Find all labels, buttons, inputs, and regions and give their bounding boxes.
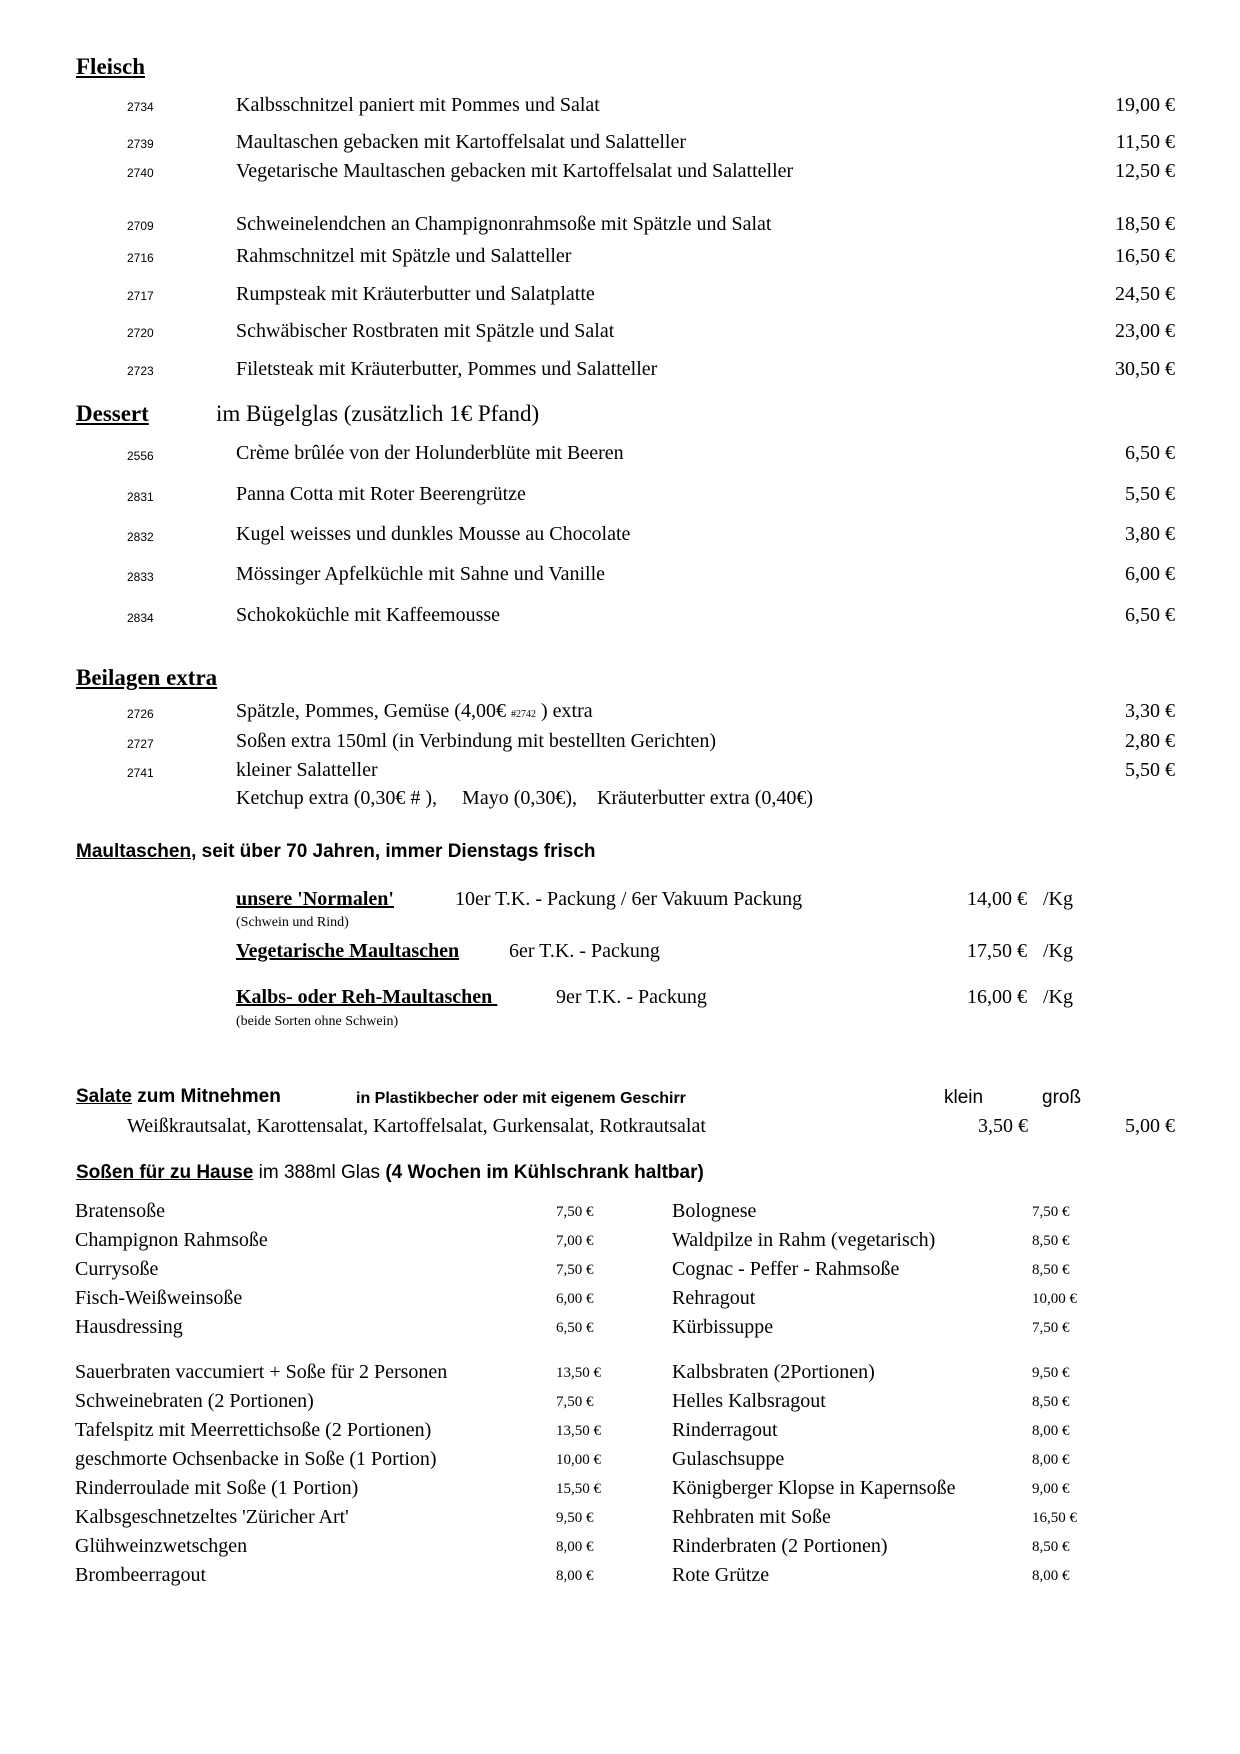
heading-rest: zum Mitnehmen (131, 1086, 281, 1107)
sauce-name: Königberger Klopse in Kapernsoße (672, 1477, 956, 1499)
heading-underlined: Salate (76, 1086, 132, 1107)
sauce-name: Kalbsgeschnetzeltes 'Züricher Art' (75, 1506, 349, 1528)
sauce-name: Rehragout (672, 1287, 756, 1309)
sauce-name: Hausdressing (75, 1316, 183, 1338)
item-name: Rumpsteak mit Kräuterbutter und Salatplatte (236, 283, 595, 305)
maultaschen-name: unsere 'Normalen' (236, 888, 394, 910)
item-name: Schwäbischer Rostbraten mit Spätzle und Salat (236, 320, 615, 342)
heading-underlined: Maultaschen (76, 841, 192, 862)
item-name-part: ) extra (535, 700, 593, 722)
sauce-name: Waldpilze in Rahm (vegetarisch) (672, 1229, 936, 1251)
item-price: 30,50 € (1115, 358, 1175, 380)
maultaschen-unit: /Kg (1043, 888, 1073, 910)
section-heading-fleisch: Fleisch (76, 54, 145, 79)
item-price: 12,50 € (1115, 160, 1175, 182)
sauce-name: Rinderroulade mit Soße (1 Portion) (75, 1477, 359, 1499)
item-code: 2739 (127, 137, 154, 151)
item-code: 2727 (127, 737, 154, 751)
item-code: 2734 (127, 100, 154, 114)
maultaschen-price: 17,50 € (967, 940, 1027, 962)
item-name: Soßen extra 150ml (in Verbindung mit bestellten Gerichten) (236, 730, 717, 752)
sauce-name: Gulaschsuppe (672, 1448, 785, 1470)
sauce-price: 8,00 € (1032, 1423, 1070, 1439)
item-name: Kugel weisses und dunkles Mousse au Chocolate (236, 523, 631, 545)
sauce-price: 6,00 € (556, 1291, 594, 1307)
item-price: 16,50 € (1115, 245, 1175, 267)
salate-subtitle: in Plastikbecher oder mit eigenem Geschirr (356, 1090, 686, 1107)
sauce-price: 7,50 € (556, 1262, 594, 1278)
sauce-price: 9,50 € (556, 1510, 594, 1526)
item-code: 2717 (127, 289, 154, 303)
item-price: 6,00 € (1125, 563, 1175, 585)
sauce-price: 8,00 € (556, 1568, 594, 1584)
item-price: 6,50 € (1125, 442, 1175, 464)
item-price: 5,50 € (1125, 483, 1175, 505)
sauce-name: Cognac - Peffer - Rahmsoße (672, 1258, 900, 1280)
maultaschen-pack: 6er T.K. - Packung (509, 940, 660, 962)
sauce-name: Kalbsbraten (2Portionen) (672, 1361, 875, 1383)
item-code: 2556 (127, 449, 154, 463)
item-name: Panna Cotta mit Roter Beerengrütze (236, 483, 526, 505)
item-code: 2832 (127, 530, 154, 544)
heading-underlined: Soßen für zu Hause (76, 1162, 254, 1183)
maultaschen-unit: /Kg (1043, 986, 1073, 1008)
sauce-price: 13,50 € (556, 1365, 601, 1381)
sauce-name: Rinderbraten (2 Portionen) (672, 1535, 888, 1557)
section-heading-dessert: Dessert (76, 401, 149, 426)
item-price: 6,50 € (1125, 604, 1175, 626)
sauce-name: Champignon Rahmsoße (75, 1229, 268, 1251)
sauce-price: 8,50 € (1032, 1262, 1070, 1278)
item-code: 2831 (127, 490, 154, 504)
item-name: kleiner Salatteller (236, 759, 378, 781)
extras-line: Ketchup extra (0,30€ # ), Mayo (0,30€), Kräuterbutter extra (0,40€) (236, 787, 814, 809)
item-price: 24,50 € (1115, 283, 1175, 305)
item-code: 2709 (127, 219, 154, 233)
sauce-price: 6,50 € (556, 1320, 594, 1336)
sauce-price: 8,00 € (1032, 1568, 1070, 1584)
salate-price-small: 3,50 € (978, 1115, 1028, 1137)
item-name (236, 700, 593, 723)
item-code: 2740 (127, 166, 154, 180)
sauce-name: geschmorte Ochsenbacke in Soße (1 Portion) (75, 1448, 437, 1470)
sauce-price: 7,00 € (556, 1233, 594, 1249)
item-name: Rahmschnitzel mit Spätzle und Salatteller (236, 245, 572, 267)
sauce-name: Fisch-Weißweinsoße (75, 1287, 243, 1309)
item-price: 19,00 € (1115, 94, 1175, 116)
sauce-price: 10,00 € (556, 1452, 601, 1468)
sauce-price: 8,00 € (556, 1539, 594, 1555)
sauce-name: Sauerbraten vaccumiert + Soße für 2 Personen (75, 1361, 448, 1383)
sauce-name: Currysoße (75, 1258, 159, 1280)
sauce-name: Glühweinzwetschgen (75, 1535, 248, 1557)
item-name: Vegetarische Maultaschen gebacken mit Kartoffelsalat und Salatteller (236, 160, 794, 182)
item-price: 18,50 € (1115, 213, 1175, 235)
item-code: 2720 (127, 326, 154, 340)
salate-col-small: klein (944, 1087, 984, 1108)
sauce-price: 8,50 € (1032, 1233, 1070, 1249)
item-price: 11,50 € (1115, 131, 1175, 153)
sauce-price: 10,00 € (1032, 1291, 1077, 1307)
heading-rest: , seit über 70 Jahren, immer Dienstags frisch (191, 841, 596, 862)
heading-mid: im 388ml Glas (253, 1162, 386, 1183)
item-name: Filetsteak mit Kräuterbutter, Pommes und Salatteller (236, 358, 658, 380)
maultaschen-unit: /Kg (1043, 940, 1073, 962)
sauce-price: 15,50 € (556, 1481, 601, 1497)
item-code: 2723 (127, 364, 154, 378)
item-price: 3,30 € (1125, 700, 1175, 722)
sauce-name: Kürbissuppe (672, 1316, 774, 1338)
maultaschen-price: 16,00 € (967, 986, 1027, 1008)
sauce-name: Schweinebraten (2 Portionen) (75, 1390, 314, 1412)
item-name: Kalbsschnitzel paniert mit Pommes und Salat (236, 94, 600, 116)
sauce-price: 13,50 € (556, 1423, 601, 1439)
sauce-name: Rote Grütze (672, 1564, 770, 1586)
sauce-price: 7,50 € (556, 1204, 594, 1220)
item-code: 2726 (127, 707, 154, 721)
maultaschen-note: (beide Sorten ohne Schwein) (236, 1014, 399, 1029)
item-name: Mössinger Apfelküchle mit Sahne und Vanille (236, 563, 606, 585)
sauce-price: 7,50 € (1032, 1320, 1070, 1336)
sauce-name: Rinderragout (672, 1419, 778, 1441)
item-code: 2741 (127, 766, 154, 780)
sauce-price: 7,50 € (1032, 1204, 1070, 1220)
section-heading-salate (76, 1086, 281, 1108)
item-price: 23,00 € (1115, 320, 1175, 342)
sauce-price: 9,50 € (1032, 1365, 1070, 1381)
sauce-name: Brombeerragout (75, 1564, 207, 1586)
maultaschen-name: Kalbs- oder Reh-Maultaschen (236, 986, 498, 1008)
item-name: Crème brûlée von der Holunderblüte mit Beeren (236, 442, 624, 464)
sauce-name: Helles Kalbsragout (672, 1390, 826, 1412)
item-code: 2833 (127, 570, 154, 584)
section-heading-beilagen: Beilagen extra (76, 665, 218, 690)
salate-price-large: 5,00 € (1125, 1115, 1175, 1137)
salate-col-large: groß (1042, 1087, 1082, 1108)
sauce-price: 8,50 € (1032, 1539, 1070, 1555)
item-name: Schweinelendchen an Champignonrahmsoße mit Spätzle und Salat (236, 213, 772, 235)
sauce-name: Rehbraten mit Soße (672, 1506, 831, 1528)
sauce-name: Tafelspitz mit Meerrettichsoße (2 Portionen) (75, 1419, 432, 1441)
item-price: 3,80 € (1125, 523, 1175, 545)
sauce-name: Bratensoße (75, 1200, 165, 1222)
item-price: 2,80 € (1125, 730, 1175, 752)
maultaschen-pack: 9er T.K. - Packung (556, 986, 707, 1008)
sauce-price: 8,00 € (1032, 1452, 1070, 1468)
heading-bold: (4 Wochen im Kühlschrank haltbar) (385, 1162, 704, 1183)
section-heading-maultaschen (76, 841, 596, 863)
item-code: 2716 (127, 251, 154, 265)
salate-line: Weißkrautsalat, Karottensalat, Kartoffelsalat, Gurkensalat, Rotkrautsalat (127, 1115, 706, 1137)
maultaschen-price: 14,00 € (967, 888, 1027, 910)
sauce-price: 16,50 € (1032, 1510, 1077, 1526)
sauce-price: 8,50 € (1032, 1394, 1070, 1410)
maultaschen-pack: 10er T.K. - Packung / 6er Vakuum Packung (455, 888, 803, 910)
item-name: Maultaschen gebacken mit Kartoffelsalat und Salatteller (236, 131, 687, 153)
item-ref-code: #2742 (510, 709, 536, 720)
dessert-subtitle: im Bügelglas (zusätzlich 1€ Pfand) (216, 401, 540, 426)
maultaschen-name: Vegetarische Maultaschen (236, 940, 460, 962)
item-name-part: Spätzle, Pommes, Gemüse (4,00€ (236, 700, 511, 722)
sauce-price: 7,50 € (556, 1394, 594, 1410)
item-price: 5,50 € (1125, 759, 1175, 781)
item-name: Schokoküchle mit Kaffeemousse (236, 604, 501, 626)
item-code: 2834 (127, 611, 154, 625)
sauce-name: Bolognese (672, 1200, 757, 1222)
maultaschen-note: (Schwein und Rind) (236, 915, 349, 930)
sauce-price: 9,00 € (1032, 1481, 1070, 1497)
section-heading-sossen (76, 1162, 704, 1184)
